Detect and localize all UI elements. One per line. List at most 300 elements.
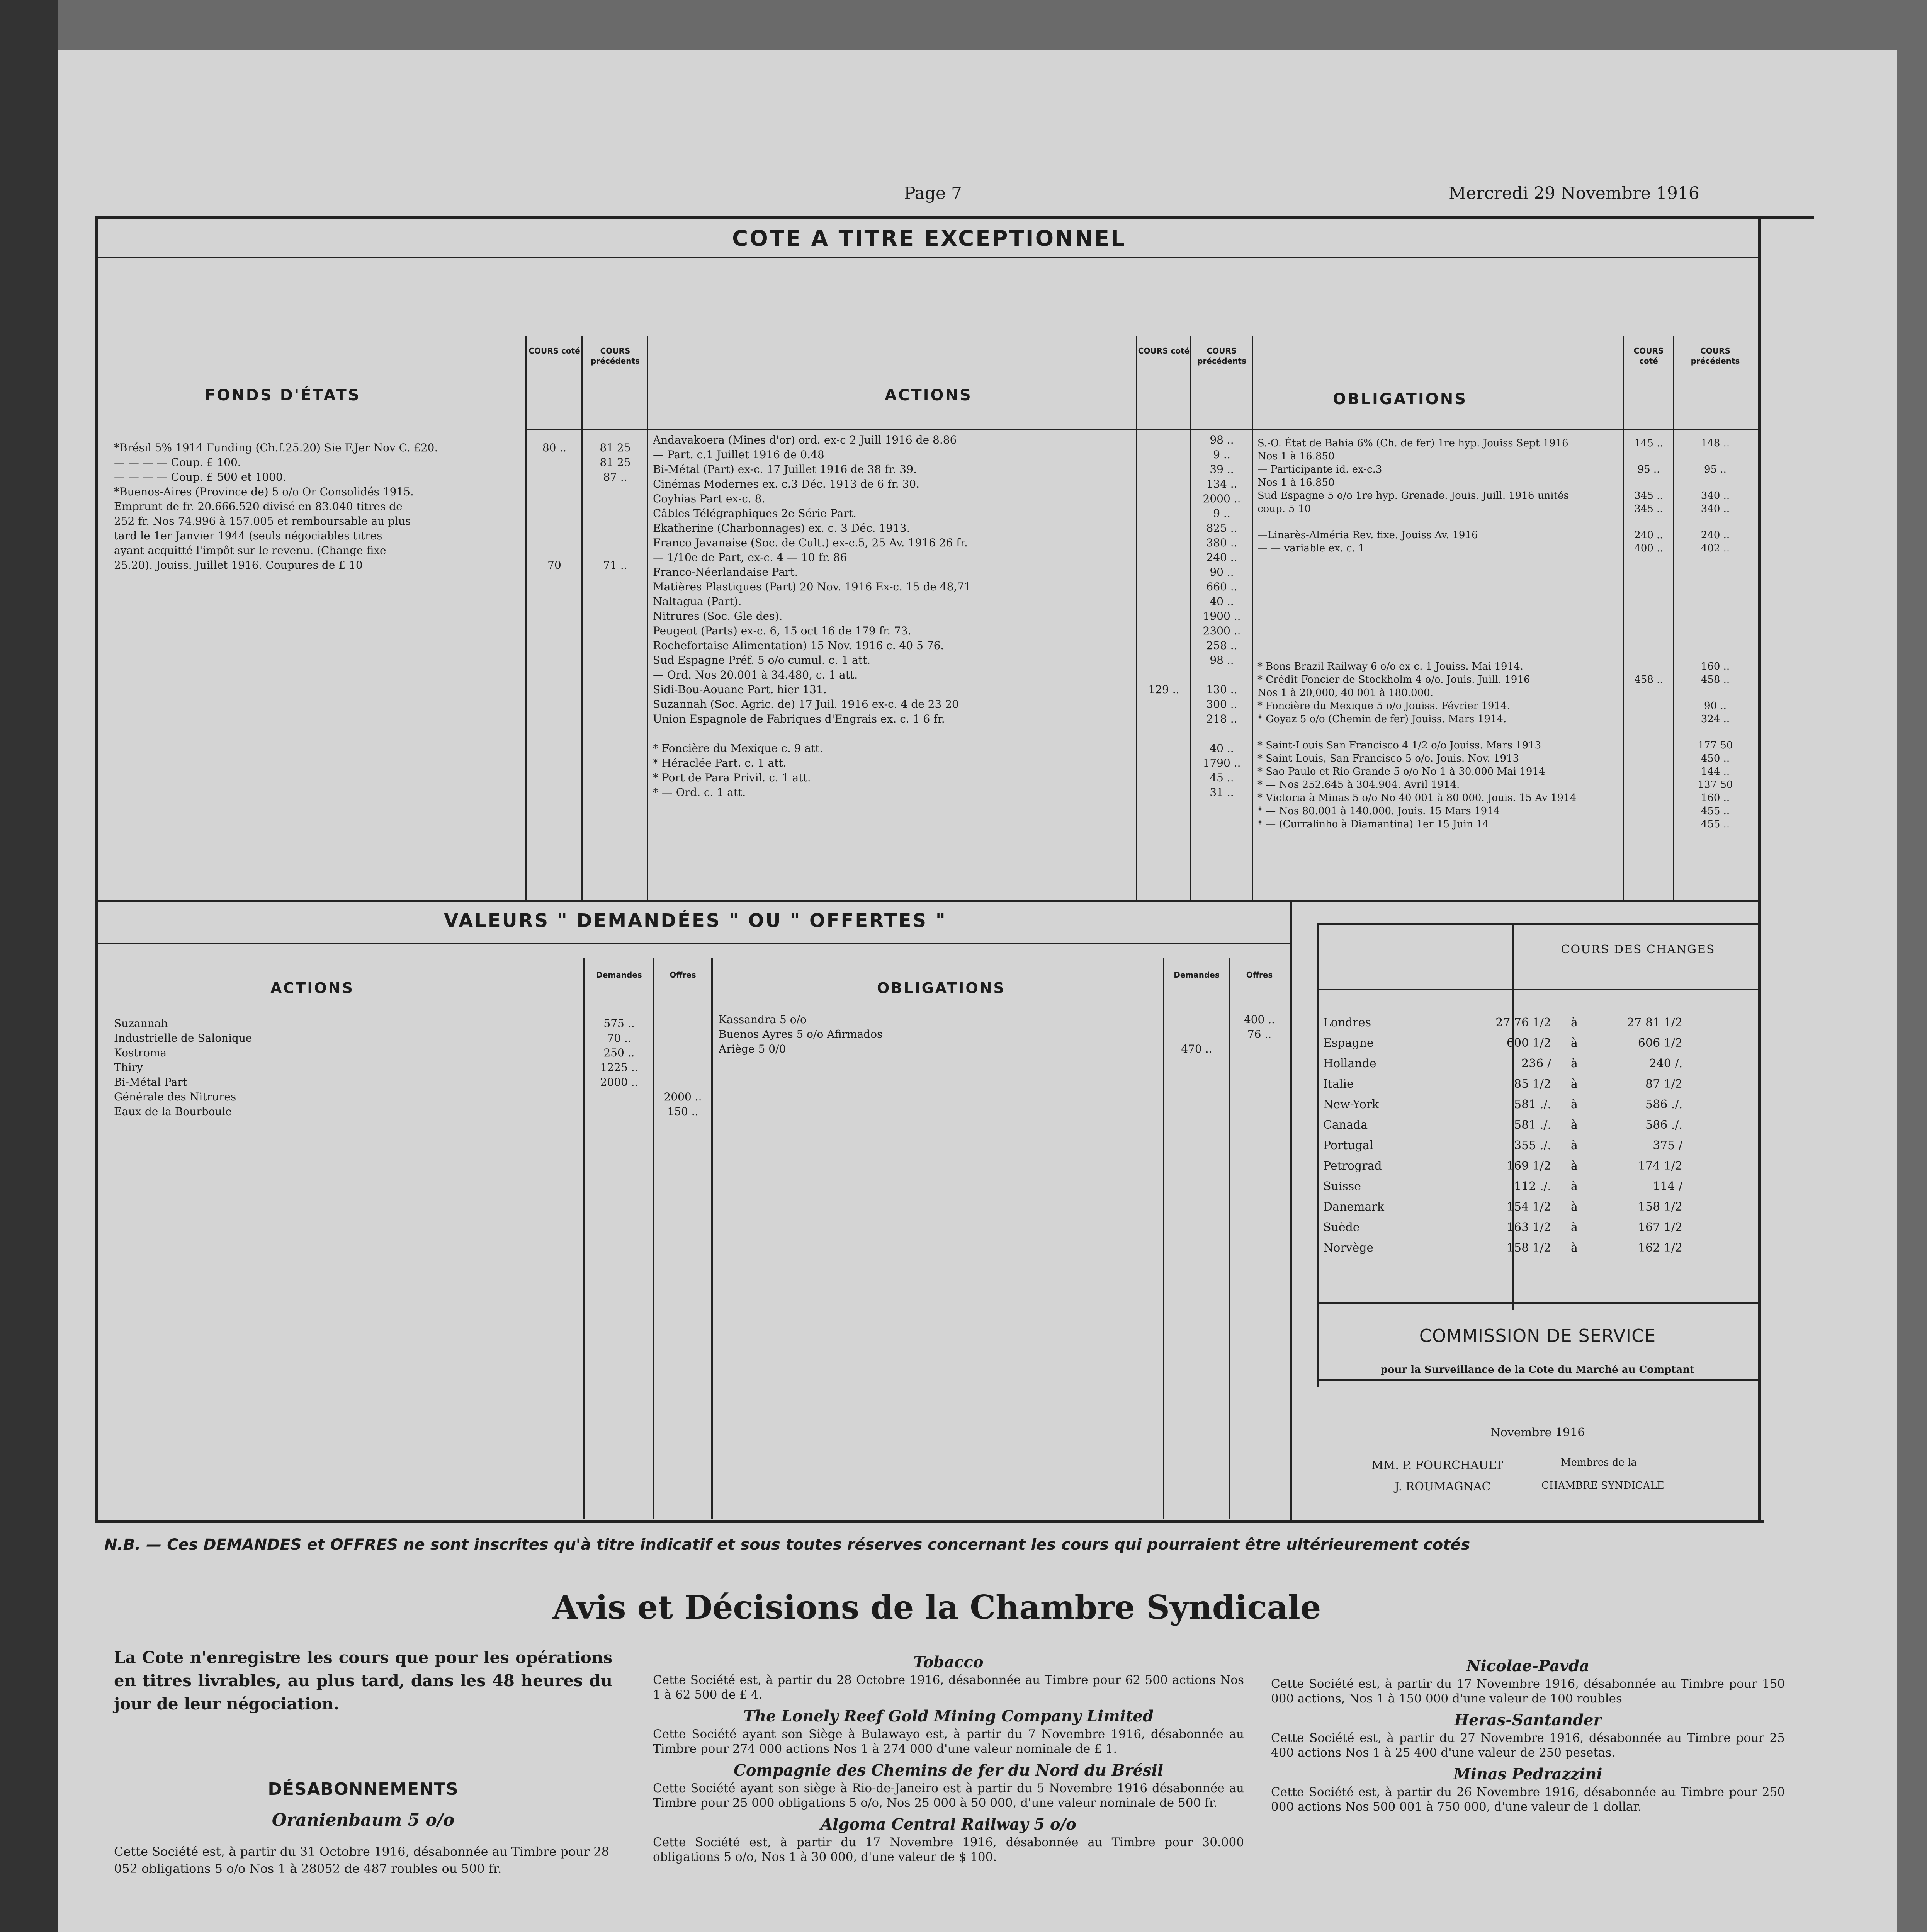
obligation-cote-value: [1625, 594, 1673, 607]
obligation-row: [1257, 594, 1621, 607]
change-rate-low: 236 /: [1521, 1057, 1551, 1070]
valeur-action-offre: [655, 1060, 711, 1075]
fonds-row: tard le 1er Janvier 1944 (seuls négociables titres: [114, 529, 382, 542]
avis-notice-text: Cette Société est, à partir du 17 Novembre 1916, désabonnée au Timbre pour 30.000 obligations 5 o/o, Nos 1 à 30 000, d'une valeur de $ 100.: [653, 1835, 1244, 1864]
commission-member-2: J. ROUMAGNAC: [1395, 1480, 1491, 1493]
action-prec-value: 45 ..: [1210, 771, 1234, 784]
actions-col-prec: COURS précédents: [1197, 346, 1246, 366]
change-rate-high: 114 /: [1653, 1180, 1682, 1193]
valeurs-oblig-demandes: [1165, 1012, 1229, 1056]
valeur-action-row: Thiry: [114, 1061, 143, 1074]
action-prec-value: 218 ..: [1206, 713, 1237, 725]
valeur-oblig-demande: [1165, 1027, 1229, 1042]
obligation-row: [1257, 607, 1621, 621]
change-rate-high: 162 1/2: [1638, 1241, 1682, 1255]
obligation-row: * Sao-Paulo et Rio-Grande 5 o/o No 1 à 30.000 Mai 1914: [1257, 766, 1545, 777]
valeur-action-row: Eaux de la Bourboule: [114, 1105, 232, 1118]
obligation-prec-value: [1675, 568, 1756, 581]
change-rate-high: 87 1/2: [1645, 1077, 1682, 1091]
valeur-oblig-demande: [1165, 1012, 1229, 1027]
action-cote-value: 129 ..: [1148, 683, 1179, 696]
action-cote-value: [1138, 506, 1190, 521]
action-row: Suzannah (Soc. Agric. de) 17 Juil. 1916 ex-c. 4 de 23 20: [653, 698, 959, 711]
avis-right-column: [1271, 1652, 1785, 1814]
obligation-cote-value: [1625, 555, 1673, 568]
action-row: * — Ord. c. 1 att.: [653, 786, 746, 799]
obligation-row: — Participante id. ex-c.3: [1257, 464, 1382, 475]
fonds-row: *Brésil 5% 1914 Funding (Ch.f.25.20) Sie F.Jer Nov C. £20.: [114, 441, 438, 454]
fonds-row: Emprunt de fr. 20.666.520 divisé en 83.040 titres de: [114, 500, 403, 513]
obligation-cote-value: 145 ..: [1634, 437, 1663, 449]
valeurs-actions-demandes: [585, 1016, 653, 1119]
action-prec-value: 39 ..: [1210, 463, 1234, 476]
change-row: [1323, 1156, 1752, 1176]
obligation-cote-value: 95 ..: [1637, 464, 1660, 475]
obligation-prec-value: [1675, 450, 1756, 463]
change-row: [1323, 1217, 1752, 1238]
fonds-row: 252 fr. Nos 74.996 à 157.005 et remboursable au plus: [114, 515, 411, 527]
action-prec-value: 1900 ..: [1203, 610, 1241, 622]
obligation-row: [1257, 515, 1621, 529]
obligation-row: S.-O. État de Bahia 6% (Ch. de fer) 1re hyp. Jouiss Sept 1916: [1257, 437, 1568, 449]
obligation-cote-value: [1625, 778, 1673, 791]
action-cote-value: [1138, 638, 1190, 653]
valeur-oblig-offre: 400 ..: [1244, 1013, 1275, 1026]
change-place: Suisse: [1323, 1180, 1361, 1193]
obligation-cote-value: [1625, 765, 1673, 778]
avis-notice-text: Cette Société est, à partir du 26 Novembre 1916, désabonnée au Timbre pour 250 000 actions Nos 500 001 à 750 000, d'une valeur de 1 dollar.: [1271, 1785, 1785, 1814]
obligation-row: * Crédit Foncier de Stockholm 4 o/o. Jouis. Juill. 1916: [1257, 674, 1530, 685]
action-row: — Ord. Nos 20.001 à 34.480, c. 1 att.: [653, 668, 858, 681]
action-prec-value: 31 ..: [1210, 786, 1234, 799]
fonds-cote-value: [527, 514, 581, 529]
avis-notice-text: Cette Société ayant son Siège à Bulawayo est, à partir du 7 Novembre 1916, désabonnée au Timbre pour 274 000 actions Nos 1 à 274 000 d'une valeur nominale de £ 1.: [653, 1727, 1244, 1756]
fonds-cote-value: [527, 543, 581, 558]
obligation-row: * Victoria à Minas 5 o/o No 40 001 à 80 000. Jouis. 15 Av 1914: [1257, 792, 1577, 804]
frame-top: [95, 216, 1814, 219]
action-row: Ekatherine (Charbonnages) ex. c. 3 Déc. 1913.: [653, 522, 910, 534]
obligation-cote-value: [1625, 713, 1673, 726]
change-rate-low: 581 ./.: [1514, 1118, 1551, 1132]
avis-notice-text: Cette Société est, à partir du 28 Octobre 1916, désabonnée au Timbre pour 62 500 actions Nos 1 à 62 500 de £ 4.: [653, 1673, 1244, 1702]
obligation-cote-value: [1625, 581, 1673, 594]
obligation-cote-value: [1625, 647, 1673, 660]
fonds-prec-value: 81 25: [600, 456, 631, 469]
change-rate-high: 158 1/2: [1638, 1200, 1682, 1214]
obligation-prec-value: 148 ..: [1701, 437, 1730, 449]
action-cote-value: [1138, 785, 1190, 800]
change-place: Suède: [1323, 1221, 1360, 1234]
obligation-row: Sud Espagne 5 o/o 1re hyp. Grenade. Jouis. Juill. 1916 unités: [1257, 490, 1569, 502]
oblig-col-cote: COURS coté: [1633, 346, 1664, 366]
obligation-prec-value: [1675, 515, 1756, 529]
valeurs-actions-heading: ACTIONS: [270, 980, 354, 997]
action-row: Cinémas Modernes ex. c.3 Déc. 1913 de 6 fr. 30.: [653, 478, 920, 490]
change-rate-high: 586 ./.: [1645, 1118, 1682, 1132]
change-place: Norvège: [1323, 1241, 1374, 1255]
commission-member-1: MM. P. FOURCHAULT: [1371, 1459, 1503, 1472]
obligation-cote-value: [1625, 621, 1673, 634]
fonds-prec-value: 87 ..: [603, 471, 627, 483]
action-cote-value: [1138, 668, 1190, 682]
actions-cote-values: [1138, 433, 1190, 800]
action-row: Andavakoera (Mines d'or) ord. ex-c 2 Juill 1916 de 8.86: [653, 434, 957, 446]
obligation-row: * Foncière du Mexique 5 o/o Jouiss. Février 1914.: [1257, 700, 1510, 712]
obligations-heading: OBLIGATIONS: [1333, 390, 1468, 408]
action-cote-value: [1138, 462, 1190, 477]
action-prec-value: 380 ..: [1206, 536, 1237, 549]
action-cote-value: [1138, 770, 1190, 785]
obligation-cote-value: 345 ..: [1634, 503, 1663, 515]
fonds-prec-value: [583, 529, 647, 543]
action-cote-value: [1138, 653, 1190, 668]
action-cote-value: [1138, 550, 1190, 565]
change-place: Hollande: [1323, 1057, 1376, 1070]
change-place: Portugal: [1323, 1139, 1373, 1152]
obligation-row: [1257, 555, 1621, 568]
action-row: Naltagua (Part).: [653, 595, 742, 608]
action-cote-value: [1138, 565, 1190, 580]
change-separator: à: [1571, 1036, 1578, 1050]
obligation-row: Nos 1 à 20,000, 40 001 à 180.000.: [1257, 687, 1433, 699]
obligation-row: [1257, 581, 1621, 594]
obligation-cote-value: [1625, 660, 1673, 673]
obligation-prec-value: [1675, 726, 1756, 739]
fonds-row: *Buenos-Aires (Province de) 5 o/o Or Consolidés 1915.: [114, 485, 414, 498]
obligation-prec-value: 324 ..: [1701, 713, 1730, 725]
obligation-prec-value: [1675, 647, 1756, 660]
obligation-cote-value: [1625, 476, 1673, 489]
obligation-prec-value: [1675, 594, 1756, 607]
action-row: [653, 726, 1134, 741]
action-cote-value: [1138, 433, 1190, 447]
change-separator: à: [1571, 1200, 1578, 1214]
oblig-prec-values: [1675, 437, 1756, 831]
obligation-prec-value: [1675, 476, 1756, 489]
obligation-cote-value: 458 ..: [1634, 674, 1663, 685]
valeurs-col-offres: Offres: [670, 970, 696, 980]
avis-company-name: Algoma Central Railway 5 o/o: [821, 1815, 1076, 1833]
obligation-prec-value: 160 ..: [1701, 792, 1730, 804]
change-separator: à: [1571, 1139, 1578, 1152]
commission-title: COMMISSION DE SERVICE: [1419, 1325, 1656, 1346]
valeur-action-row: Industrielle de Salonique: [114, 1032, 252, 1044]
change-row: [1323, 1135, 1752, 1156]
action-row: Matières Plastiques (Part) 20 Nov. 1916 Ex-c. 15 de 48,71: [653, 580, 971, 593]
desabonnements-heading: DÉSABONNEMENTS: [268, 1779, 459, 1799]
obligation-cote-value: [1625, 607, 1673, 621]
valeurs-oblig-heading: OBLIGATIONS: [877, 980, 1006, 997]
obligation-row: [1257, 621, 1621, 634]
valeurs-oblig-list: [719, 1012, 1159, 1056]
action-prec-value: 40 ..: [1210, 742, 1234, 755]
change-rate-low: 169 1/2: [1506, 1159, 1551, 1173]
obligation-prec-value: 402 ..: [1701, 543, 1730, 554]
action-row: * Héraclée Part. c. 1 att.: [653, 757, 787, 769]
desabonnement-name: Oranienbaum 5 o/o: [272, 1810, 455, 1830]
obligation-row: Nos 1 à 16.850: [1257, 451, 1335, 462]
fonds-list: [114, 440, 522, 573]
page-number: Page 7: [904, 184, 962, 203]
action-cote-value: [1138, 521, 1190, 536]
action-cote-value: [1138, 536, 1190, 550]
action-prec-value: 9 ..: [1213, 507, 1230, 520]
fonds-cote-values: [527, 440, 581, 573]
obligation-cote-value: [1625, 804, 1673, 818]
fonds-row: 25.20). Jouiss. Juillet 1916. Coupures de £ 10: [114, 559, 363, 571]
change-rate-high: 174 1/2: [1638, 1159, 1682, 1173]
change-rate-low: 85 1/2: [1514, 1077, 1551, 1091]
action-row: Câbles Télégraphiques 2e Série Part.: [653, 507, 856, 520]
actions-list: [653, 433, 1134, 800]
obligation-prec-value: [1675, 686, 1756, 699]
obligation-row: — — variable ex. c. 1: [1257, 543, 1365, 554]
desabonnement-text: Cette Société est, à partir du 31 Octobre 1916, désabonnée au Timbre pour 28 052 obligations 5 o/o Nos 1 à 28052 de 487 roubles ou 500 fr.: [114, 1844, 609, 1876]
fonds-cote-value: 80 ..: [542, 441, 567, 454]
actions-col-cote: COURS coté: [1138, 346, 1190, 355]
action-row: Coyhias Part ex-c. 8.: [653, 492, 765, 505]
valeur-action-demande: 250 ..: [603, 1046, 635, 1059]
change-separator: à: [1571, 1159, 1578, 1173]
avis-company-name: Compagnie des Chemins de fer du Nord du Brésil: [733, 1761, 1164, 1779]
change-rate-high: 586 ./.: [1645, 1098, 1682, 1111]
commission-role-2: CHAMBRE SYNDICALE: [1541, 1480, 1664, 1492]
change-rate-low: 163 1/2: [1506, 1221, 1551, 1234]
valeur-action-demande: 70 ..: [607, 1032, 631, 1044]
obligation-cote-value: [1625, 699, 1673, 713]
obligation-row: * — Nos 80.001 à 140.000. Jouis. 15 Mars 1914: [1257, 805, 1500, 817]
change-place: Londres: [1323, 1016, 1371, 1029]
oblig-col-prec: COURS précédents: [1691, 346, 1740, 366]
action-cote-value: [1138, 624, 1190, 638]
fonds-prec-value: [583, 514, 647, 529]
valeur-oblig-row: Buenos Ayres 5 o/o Afirmados: [719, 1028, 883, 1041]
avis-company-name: Nicolae-Pavda: [1466, 1657, 1589, 1675]
obligation-row: * Bons Brazil Railway 6 o/o ex-c. 1 Jouiss. Mai 1914.: [1257, 661, 1523, 672]
valeurs-note: N.B. — Ces DEMANDES et OFFRES ne sont inscrites qu'à titre indicatif et sous toutes réserves concernant les cours qui pourraient être ultérieurement cotés: [104, 1536, 1470, 1554]
action-cote-value: [1138, 741, 1190, 756]
obligation-prec-value: 455 ..: [1701, 818, 1730, 830]
change-separator: à: [1571, 1241, 1578, 1255]
obligation-cote-value: 240 ..: [1634, 529, 1663, 541]
changes-title: COURS DES CHANGES: [1561, 943, 1715, 956]
action-row: Union Espagnole de Fabriques d'Engrais ex. c. 1 6 fr.: [653, 713, 945, 725]
change-row: [1323, 1094, 1752, 1115]
action-cote-value: [1138, 697, 1190, 712]
change-separator: à: [1571, 1221, 1578, 1234]
fonds-heading: FONDS D'ÉTATS: [205, 386, 361, 404]
obligation-row: * — Nos 252.645 à 304.904. Avril 1914.: [1257, 779, 1460, 791]
change-rate-low: 158 1/2: [1506, 1241, 1551, 1255]
page-date: Mercredi 29 Novembre 1916: [1449, 184, 1699, 203]
change-row: [1323, 1074, 1752, 1094]
action-prec-value: 825 ..: [1206, 522, 1237, 534]
obligation-prec-value: [1675, 555, 1756, 568]
change-rate-low: 600 1/2: [1506, 1036, 1551, 1050]
change-rate-high: 240 /.: [1649, 1057, 1682, 1070]
action-cote-value: [1138, 609, 1190, 624]
change-row: [1323, 1053, 1752, 1074]
action-row: Franco-Néerlandaise Part.: [653, 566, 798, 578]
action-row: Bi-Métal (Part) ex-c. 17 Juillet 1916 de 38 fr. 39.: [653, 463, 917, 476]
action-cote-value: [1138, 726, 1190, 741]
obligation-row: —Linarès-Alméria Rev. fixe. Jouiss Av. 1916: [1257, 529, 1478, 541]
book-binding: [0, 0, 58, 1932]
obligation-row: [1257, 726, 1621, 739]
action-prec-value: 134 ..: [1206, 478, 1237, 490]
action-row: * Port de Para Privil. c. 1 att.: [653, 771, 811, 784]
change-separator: à: [1571, 1118, 1578, 1132]
obligation-row: [1257, 634, 1621, 647]
valeur-oblig-row: Ariège 5 0/0: [719, 1043, 786, 1055]
change-place: Italie: [1323, 1077, 1354, 1091]
obligation-prec-value: 137 50: [1698, 779, 1733, 791]
change-row: [1323, 1012, 1752, 1033]
action-prec-value: 98 ..: [1210, 654, 1234, 667]
obligation-prec-value: 90 ..: [1704, 700, 1726, 712]
change-rate-high: 606 1/2: [1638, 1036, 1682, 1050]
change-rate-low: 27 76 1/2: [1495, 1016, 1551, 1029]
obligation-cote-value: [1625, 818, 1673, 831]
obligation-row: * — (Curralinho à Diamantina) 1er 15 Juin 14: [1257, 818, 1489, 830]
obligation-row: * Saint-Louis San Francisco 4 1/2 o/o Jouiss. Mars 1913: [1257, 740, 1541, 751]
obligation-prec-value: 160 ..: [1701, 661, 1730, 672]
action-prec-value: 40 ..: [1210, 595, 1234, 608]
change-row: [1323, 1176, 1752, 1197]
change-row: [1323, 1033, 1752, 1053]
fonds-cote-value: [527, 529, 581, 543]
valeur-oblig-row: Kassandra 5 o/o: [719, 1013, 807, 1026]
avis-notice-text: Cette Société ayant son siège à Rio-de-Janeiro est à partir du 5 Novembre 1916 désabonnée au Timbre pour 25 000 obligations 5 o/o, Nos 25 000 à 50 000, d'une valeur nominale de 500 fr.: [653, 1781, 1244, 1810]
commission-role-1: Membres de la: [1561, 1457, 1637, 1468]
action-prec-value: 240 ..: [1206, 551, 1237, 564]
obligation-cote-value: [1625, 686, 1673, 699]
change-separator: à: [1571, 1098, 1578, 1111]
action-cote-value: [1138, 594, 1190, 609]
frame-right: [1758, 216, 1761, 1522]
action-prec-value: 9 ..: [1213, 448, 1230, 461]
obligation-prec-value: 144 ..: [1701, 766, 1730, 777]
avis-company-name: Heras-Santander: [1454, 1711, 1602, 1729]
changes-table: [1323, 1012, 1752, 1258]
change-rate-high: 375 /: [1653, 1139, 1682, 1152]
oblig-cote-values: [1625, 437, 1673, 831]
obligation-prec-value: 455 ..: [1701, 805, 1730, 817]
action-prec-value: 130 ..: [1206, 683, 1237, 696]
action-prec-value: 1790 ..: [1203, 757, 1241, 769]
actions-prec-values: [1192, 433, 1252, 800]
change-place: Petrograd: [1323, 1159, 1382, 1173]
change-rate-low: 112 ./.: [1514, 1180, 1551, 1193]
action-cote-value: [1138, 580, 1190, 594]
valeur-action-row: Suzannah: [114, 1017, 168, 1030]
action-prec-value: 258 ..: [1206, 639, 1237, 652]
valeur-action-offre: 2000 ..: [664, 1090, 702, 1103]
obligation-row: Nos 1 à 16.850: [1257, 477, 1335, 488]
obligation-cote-value: [1625, 791, 1673, 804]
obligation-row: * Saint-Louis, San Francisco 5 o/o. Jouis. Nov. 1913: [1257, 753, 1519, 764]
frame-left: [95, 216, 98, 1522]
obligation-prec-value: 458 ..: [1701, 674, 1730, 685]
action-prec-value: 300 ..: [1206, 698, 1237, 711]
obligation-cote-value: [1625, 450, 1673, 463]
avis-company-name: Minas Pedrazzini: [1453, 1765, 1602, 1783]
change-place: Canada: [1323, 1118, 1368, 1132]
obligation-row: [1257, 568, 1621, 581]
change-rate-high: 167 1/2: [1638, 1221, 1682, 1234]
avis-company-name: Tobacco: [913, 1653, 984, 1671]
action-row: Sidi-Bou-Aouane Part. hier 131.: [653, 683, 827, 696]
action-prec-value: 660 ..: [1206, 580, 1237, 593]
valeurs-actions-offres: [655, 1016, 711, 1119]
obligation-cote-value: [1625, 634, 1673, 647]
obligation-cote-value: [1625, 739, 1673, 752]
actions-heading: ACTIONS: [885, 386, 972, 404]
change-row: [1323, 1238, 1752, 1258]
obligation-prec-value: [1675, 607, 1756, 621]
obligation-cote-value: [1625, 752, 1673, 765]
newspaper-page: [58, 50, 1897, 1932]
change-row: [1323, 1197, 1752, 1217]
fonds-prec-value: [583, 543, 647, 558]
fonds-row: — — — — Coup. £ 100.: [114, 456, 241, 469]
fonds-cote-value: [527, 485, 581, 499]
valeur-oblig-offre: [1230, 1042, 1288, 1056]
fonds-prec-values: [583, 440, 647, 573]
change-separator: à: [1571, 1057, 1578, 1070]
valeur-action-demande: [585, 1104, 653, 1119]
action-prec-value: 2000 ..: [1203, 492, 1241, 505]
action-row: Sud Espagne Préf. 5 o/o cumul. c. 1 att.: [653, 654, 870, 667]
valeur-action-row: Bi-Métal Part: [114, 1076, 187, 1088]
change-place: New-York: [1323, 1098, 1379, 1111]
valeur-action-offre: [655, 1046, 711, 1060]
action-cote-value: [1138, 756, 1190, 770]
change-place: Espagne: [1323, 1036, 1374, 1050]
change-separator: à: [1571, 1077, 1578, 1091]
action-cote-value: [1138, 492, 1190, 506]
fonds-row: ayant acquitté l'impôt sur le revenu. (Change fixe: [114, 544, 386, 557]
fonds-prec-value: [583, 485, 647, 499]
action-row: — Part. c.1 Juillet 1916 de 0.48: [653, 448, 824, 461]
valeur-action-demande: [585, 1090, 653, 1104]
avis-title: Avis et Décisions de la Chambre Syndicale: [552, 1588, 1321, 1626]
valeur-oblig-demande: 470 ..: [1181, 1043, 1212, 1055]
valeur-action-offre: [655, 1075, 711, 1090]
valeurs-oblig-col-offres: Offres: [1246, 970, 1273, 980]
valeurs-oblig-offres: [1230, 1012, 1288, 1056]
action-prec-value: 90 ..: [1210, 566, 1234, 578]
valeur-action-offre: [655, 1016, 711, 1031]
valeur-action-offre: 150 ..: [667, 1105, 698, 1118]
commission-month: Novembre 1916: [1490, 1426, 1585, 1439]
obligations-list: [1257, 437, 1621, 831]
fonds-prec-value: 71 ..: [603, 559, 627, 571]
action-row: — 1/10e de Part, ex-c. 4 — 10 fr. 86: [653, 551, 847, 564]
fonds-col-prec: COURS précédents: [591, 346, 640, 366]
valeurs-col-demandes: Demandes: [596, 970, 642, 980]
valeur-action-demande: 1225 ..: [600, 1061, 638, 1074]
change-separator: à: [1571, 1016, 1578, 1029]
fonds-prec-value: 81 25: [600, 441, 631, 454]
valeur-action-row: Kostroma: [114, 1046, 167, 1059]
action-prec-value: 2300 ..: [1203, 624, 1241, 637]
avis-company-name: The Lonely Reef Gold Mining Company Limited: [743, 1707, 1154, 1725]
obligation-prec-value: 240 ..: [1701, 529, 1730, 541]
valeur-action-demande: 575 ..: [603, 1017, 635, 1030]
fonds-col-cote: COURS coté: [528, 346, 580, 355]
obligation-prec-value: 340 ..: [1701, 490, 1730, 502]
